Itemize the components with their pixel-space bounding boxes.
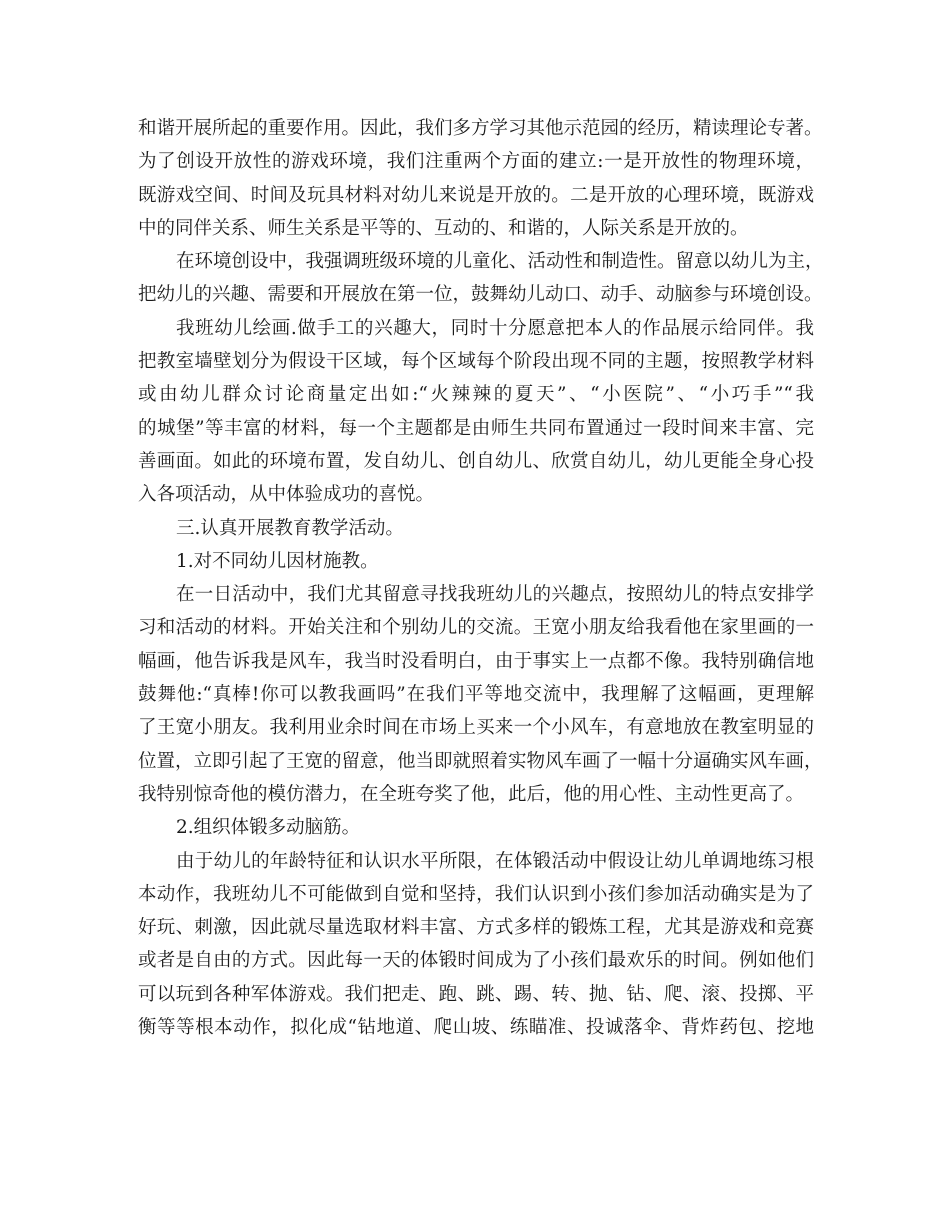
- text-line: 和谐开展所起的重要作用。因此，我们多方学习其他示范园的经历，精读理论专著。: [138, 118, 823, 139]
- text-line: 了王宽小朋友。我利用业余时间在市场上买来一个小风车，有意地放在教室明显的: [138, 717, 814, 739]
- text-line: 我班幼儿绘画.做手工的兴趣大，同时十分愿意把本人的作品展示给同伴。我: [176, 317, 814, 339]
- text-line: 入各项活动，从中体验成功的喜悦。: [138, 484, 435, 506]
- text-line: 或者是自由的方式。因此每一天的体锻时间成为了小孩们最欢乐的时间。例如他们: [138, 950, 814, 972]
- text-line: 鼓舞他:“真棒!你可以教我画吗”在我们平等地交流中，我理解了这幅画，更理解: [138, 684, 814, 706]
- text-line: 在一日活动中，我们尤其留意寻找我班幼儿的兴趣点，按照幼儿的特点安排学: [176, 584, 814, 606]
- text-line: 三.认真开展教育教学活动。: [176, 517, 404, 539]
- text-line: 在环境创设中，我强调班级环境的儿童化、活动性和制造性。留意以幼儿为主，: [176, 251, 824, 273]
- text-line: 中的同伴关系、师生关系是平等的、互动的、和谐的，人际关系是开放的。: [138, 217, 749, 239]
- text-line: 由于幼儿的年龄特征和认识水平所限，在体锻活动中假设让幼儿单调地练习根: [176, 850, 814, 872]
- text-line: 把幼儿的兴趣、需要和开展放在第一位，鼓舞幼儿动口、动手、动脑参与环境创设。: [138, 284, 823, 306]
- text-line: 为了创设开放性的游戏环境，我们注重两个方面的建立:一是开放性的物理环境，: [138, 151, 814, 173]
- text-line: 习和活动的材料。开始关注和个别幼儿的交流。王宽小朋友给我看他在家里画的一: [138, 617, 814, 639]
- text-line: 善画面。如此的环境布置，发自幼儿、创自幼儿、欣赏自幼儿，幼儿更能全身心投: [138, 450, 814, 472]
- text-line: 衡等等根本动作，拟化成“钻地道、爬山坡、练瞄准、投诚落伞、背炸药包、挖地: [138, 1017, 814, 1039]
- text-line: 的城堡”等丰富的材料，每一个主题都是由师生共同布置通过一段时间来丰富、完: [138, 417, 814, 439]
- text-line: 位置，立即引起了王宽的留意，他当即就照着实物风车画了一幅十分逼确实风车画，: [138, 750, 823, 772]
- text-line: 既游戏空间、时间及玩具材料对幼儿来说是开放的。二是开放的心理环境，既游戏: [138, 184, 814, 206]
- text-line: 2.组织体锻多动脑筋。: [176, 817, 361, 839]
- document-body: [138, 112, 824, 1044]
- text-line: 可以玩到各种军体游戏。我们把走、跑、跳、踢、转、抛、钻、爬、滚、投掷、平: [138, 983, 814, 1005]
- text-line: 或由幼儿群众讨论商量定出如:“火辣辣的夏天”、“小医院”、“小巧手”“我: [138, 384, 814, 406]
- text-line: 幅画，他告诉我是风车，我当时没看明白，由于事实上一点都不像。我特别确信地: [138, 650, 814, 672]
- text-line: 把教室墙壁划分为假设干区域，每个区域每个阶段出现不同的主题，按照教学材料: [138, 351, 814, 373]
- text-line: 好玩、刺激，因此就尽量选取材料丰富、方式多样的锻炼工程，尤其是游戏和竞赛: [138, 917, 814, 939]
- text-line: 我特别惊奇他的模仿潜力，在全班夸奖了他，此后，他的用心性、主动性更高了。: [138, 783, 805, 805]
- text-line: 本动作，我班幼儿不可能做到自觉和坚持，我们认识到小孩们参加活动确实是为了: [138, 883, 814, 905]
- text-line: 1.对不同幼儿因材施教。: [176, 550, 379, 572]
